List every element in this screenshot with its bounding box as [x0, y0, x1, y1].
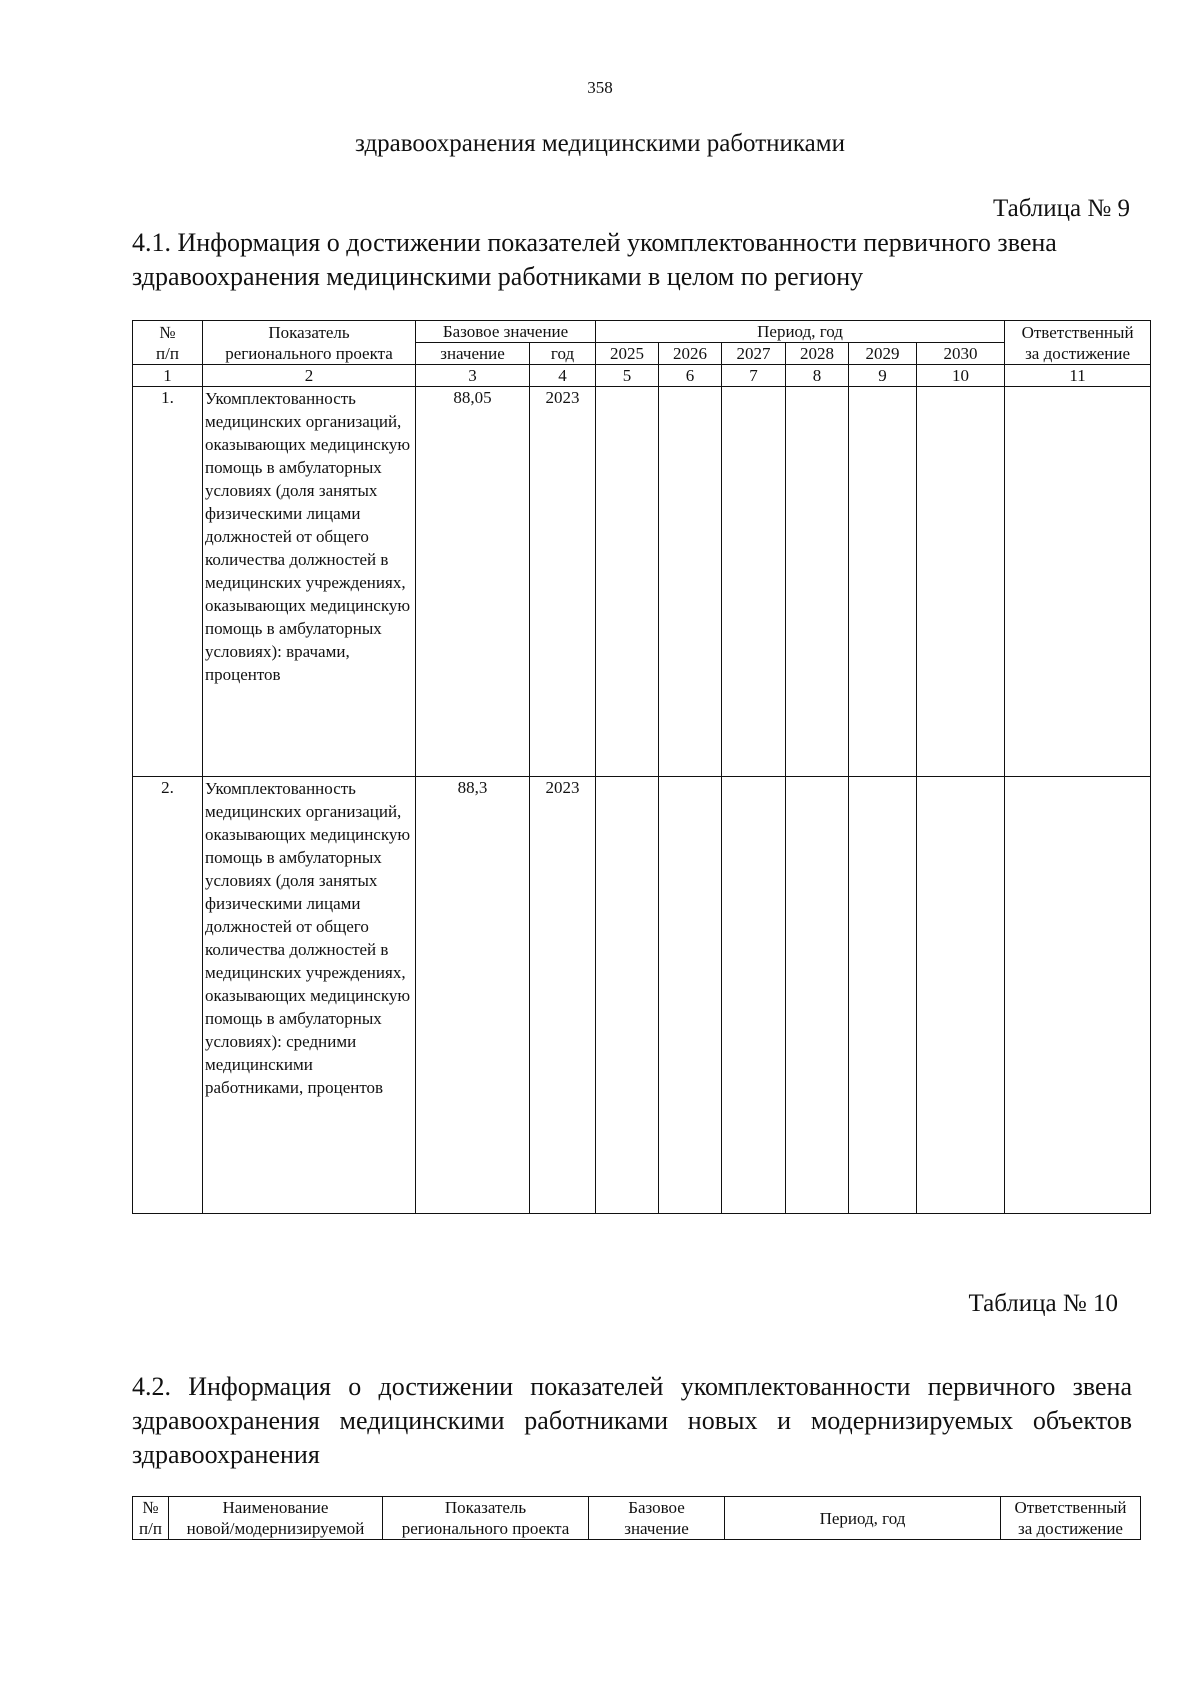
header-indicator-line1: Показатель [268, 322, 350, 342]
column-number: 10 [917, 365, 1005, 387]
t10-header-name [169, 1497, 383, 1540]
table-9-label: Таблица № 9 [992, 195, 1130, 222]
t10-header-indicator-line2: регионального проекта [401, 1519, 570, 1538]
header-year-2029: 2029 [849, 343, 917, 365]
t10-header-period: Период, год [725, 1497, 1001, 1540]
column-number: 2 [203, 365, 416, 387]
page-number: 358 [587, 78, 613, 97]
header-year-2030: 2030 [917, 343, 1005, 365]
t10-header-num-line1: № [142, 1498, 159, 1517]
header-base-year-sub: год [530, 343, 596, 365]
row-number: 2. [133, 777, 203, 1214]
row-year-cell [786, 387, 849, 777]
column-number: 8 [786, 365, 849, 387]
header-responsible-line2: за достижение [1025, 343, 1131, 363]
table-10-header-row [133, 1497, 1141, 1540]
row-number: 1. [133, 387, 203, 777]
table-row [133, 387, 1151, 777]
column-number: 1 [133, 365, 203, 387]
row-indicator: Укомплектованность медицинских организаций, оказывающих медицинскую помощь в амбулаторных условиях (доля занятых физическими лицами должностей от общего количества должностей в медицинских учреждениях, оказывающих медицинскую помощь в амбулаторных условиях): врачами, процентов [203, 387, 416, 777]
t10-header-num-line2: п/п [139, 1519, 162, 1538]
row-indicator: Укомплектованность медицинских организаций, оказывающих медицинскую помощь в амбулаторных условиях (доля занятых физическими лицами должностей от общего количества должностей в медицинских учреждениях, оказывающих медицинскую помощь в амбулаторных условиях): средними медицинскими работниками, процентов [203, 777, 416, 1214]
table-row [133, 777, 1151, 1214]
column-number: 3 [416, 365, 530, 387]
column-number: 11 [1005, 365, 1151, 387]
t10-header-name-line1: Наименование [222, 1498, 329, 1517]
row-base-value: 88,3 [416, 777, 530, 1214]
row-year-cell [917, 387, 1005, 777]
header-period: Период, год [596, 321, 1005, 343]
header-indicator [203, 321, 416, 365]
row-year-cell [659, 387, 722, 777]
section-heading-4-1: 4.1. Информация о достижении показателей укомплектованности первичного звена здравоохранения медицинскими работниками в целом по региону [132, 228, 1057, 291]
header-indicator-line2: регионального проекта [225, 343, 393, 363]
row-year-cell [786, 777, 849, 1214]
row-base-year: 2023 [530, 777, 596, 1214]
t10-header-base-line1: Базовое [628, 1498, 685, 1517]
header-base-value-sub: значение [416, 343, 530, 365]
t10-header-base-line2: значение [624, 1519, 689, 1538]
row-base-year: 2023 [530, 387, 596, 777]
t10-header-base [589, 1497, 725, 1540]
row-year-cell [659, 777, 722, 1214]
table-9 [132, 320, 1151, 1214]
header-num-line1: № [159, 322, 176, 342]
t10-header-name-line2: новой/модернизируемой [186, 1519, 365, 1538]
header-year-2026: 2026 [659, 343, 722, 365]
t10-header-num [133, 1497, 169, 1540]
row-year-cell [849, 777, 917, 1214]
column-number: 7 [722, 365, 786, 387]
table-10-label: Таблица № 10 [968, 1290, 1118, 1317]
section-heading-4-2: 4.2. Информация о достижении показателей укомплектованности первичного звена здравоохранения медицинскими работниками новых и модернизируемых объектов здравоохранения [132, 1372, 1132, 1469]
row-year-cell [722, 777, 786, 1214]
table-10 [132, 1496, 1141, 1540]
table-9-header-row-1 [133, 321, 1151, 343]
continuation-line: здравоохранения медицинскими работниками [355, 130, 845, 157]
row-year-cell [849, 387, 917, 777]
header-year-2027: 2027 [722, 343, 786, 365]
column-number: 4 [530, 365, 596, 387]
t10-header-responsible [1001, 1497, 1141, 1540]
row-year-cell [722, 387, 786, 777]
column-number: 6 [659, 365, 722, 387]
header-year-2025: 2025 [596, 343, 659, 365]
column-number: 5 [596, 365, 659, 387]
header-base-value: Базовое значение [416, 321, 596, 343]
header-num [133, 321, 203, 365]
row-base-value: 88,05 [416, 387, 530, 777]
t10-header-responsible-line1: Ответственный [1014, 1498, 1127, 1517]
row-year-cell [917, 777, 1005, 1214]
row-responsible [1005, 777, 1151, 1214]
header-num-line2: п/п [156, 343, 179, 363]
row-year-cell [596, 387, 659, 777]
t10-header-indicator [383, 1497, 589, 1540]
table-9-column-numbers-row [133, 365, 1151, 387]
header-responsible-line1: Ответственный [1021, 322, 1134, 342]
t10-header-responsible-line2: за достижение [1018, 1519, 1123, 1538]
t10-header-indicator-line1: Показатель [444, 1498, 527, 1517]
header-year-2028: 2028 [786, 343, 849, 365]
row-year-cell [596, 777, 659, 1214]
header-responsible [1005, 321, 1151, 365]
column-number: 9 [849, 365, 917, 387]
row-responsible [1005, 387, 1151, 777]
